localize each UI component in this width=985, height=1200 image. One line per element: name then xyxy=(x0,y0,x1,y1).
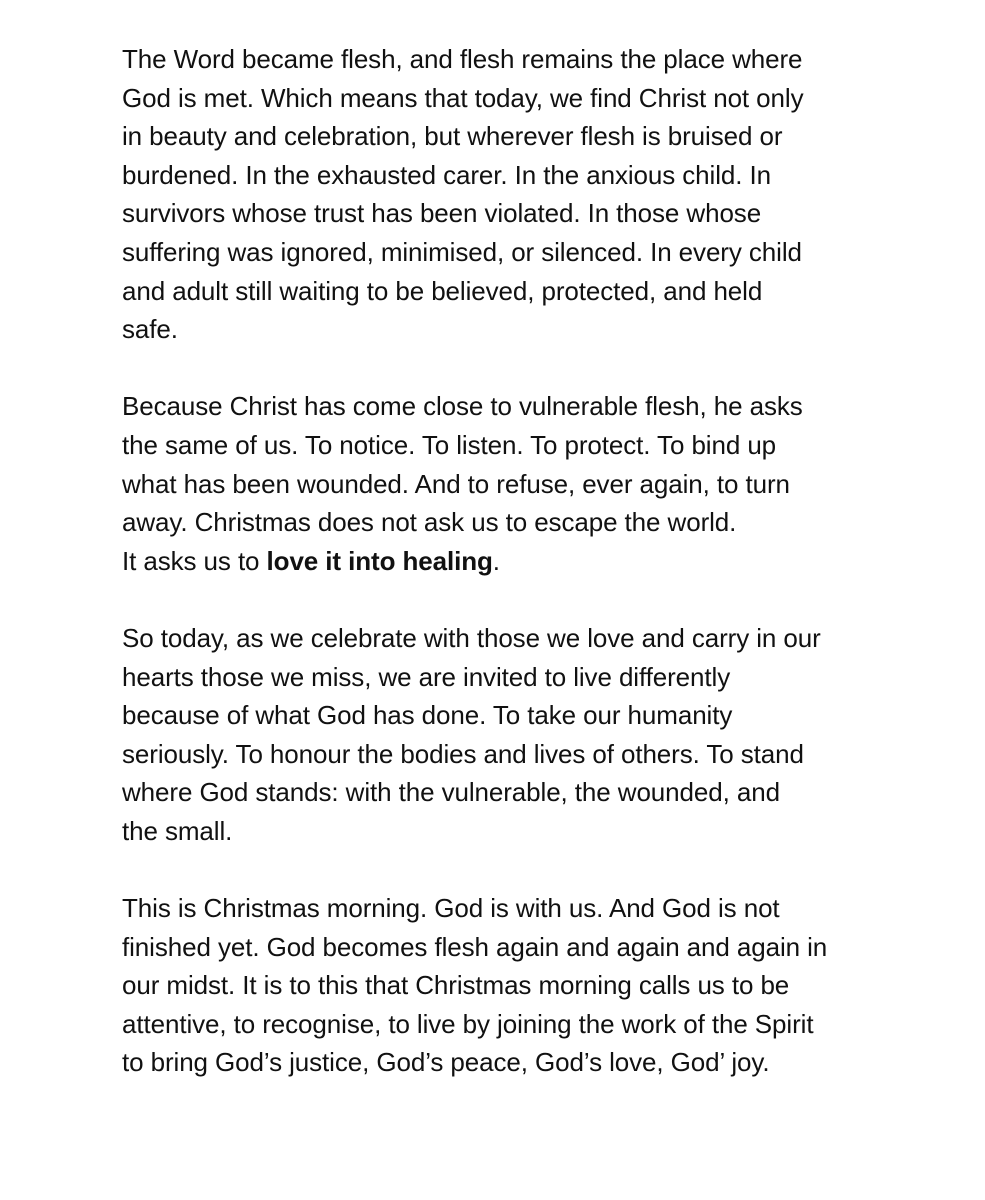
text-line: hearts those we miss, we are invited to live differently xyxy=(122,661,731,692)
paragraph-2 xyxy=(122,387,902,580)
text-line: The Word became flesh, and flesh remains the place where xyxy=(122,44,803,74)
text-line: because of what God has done. To take our humanity xyxy=(122,700,733,731)
text-line: survivors whose trust has been violated. In those whose xyxy=(122,198,762,229)
paragraph-spacer xyxy=(122,580,902,619)
emphasis-suffix: . xyxy=(492,545,500,576)
paragraph-4 xyxy=(122,889,902,1082)
text-line: God is met. Which means that today, we find Christ not only xyxy=(122,82,804,113)
paragraph-3 xyxy=(122,619,902,851)
text-line: seriously. To honour the bodies and lives of others. To stand xyxy=(122,738,804,769)
text-line: to bring God’s justice, God’s peace, God’s love, God’ joy. xyxy=(122,1047,770,1078)
text-line-emphasis xyxy=(122,542,902,581)
text-line: in beauty and celebration, but wherever flesh is bruised or xyxy=(122,121,783,152)
text-line: finished yet. God becomes flesh again and again and again in xyxy=(122,931,828,962)
paragraph-spacer xyxy=(122,349,902,388)
text-line: burdened. In the exhausted carer. In the anxious child. In xyxy=(122,159,771,190)
text-line: our midst. It is to this that Christmas morning calls us to be xyxy=(122,970,790,1001)
text-line: attentive, to recognise, to live by joining the work of the Spirit xyxy=(122,1008,814,1039)
text-line: what has been wounded. And to refuse, ever again, to turn xyxy=(122,468,790,499)
paragraph-spacer xyxy=(122,850,902,889)
emphasis-prefix: It asks us to xyxy=(122,545,267,576)
text-line: the same of us. To notice. To listen. To protect. To bind up xyxy=(122,429,777,460)
text-line: So today, as we celebrate with those we love and carry in our xyxy=(122,622,821,653)
text-line: away. Christmas does not ask us to escape the world. xyxy=(122,507,737,538)
emphasis-bold-text: love it into healing xyxy=(266,545,493,576)
text-line: and adult still waiting to be believed, protected, and held xyxy=(122,275,763,306)
text-line: safe. xyxy=(122,314,178,345)
text-line: the small. xyxy=(122,815,233,846)
text-line: suffering was ignored, minimised, or silenced. In every child xyxy=(122,236,802,267)
text-line: where God stands: with the vulnerable, the wounded, and xyxy=(122,777,780,808)
text-line: Because Christ has come close to vulnerable flesh, he asks xyxy=(122,391,803,422)
text-line: This is Christmas morning. God is with us. And God is not xyxy=(122,893,780,924)
paragraph-1 xyxy=(122,40,902,349)
document-page xyxy=(122,40,902,1082)
